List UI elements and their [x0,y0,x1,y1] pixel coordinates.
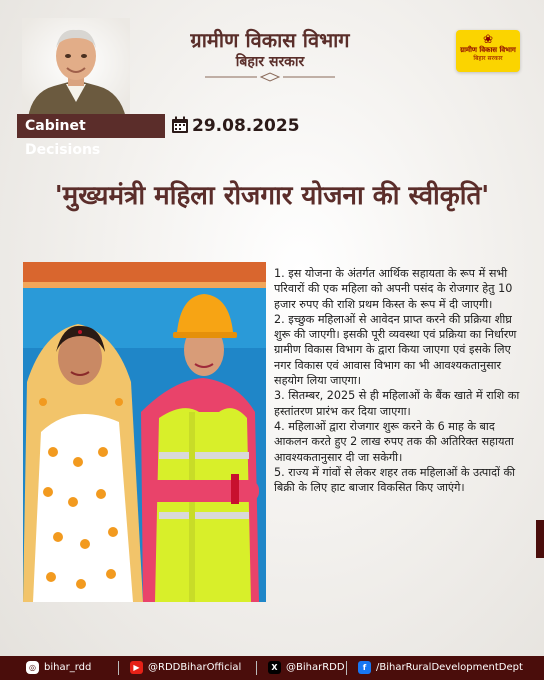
calendar-icon [171,116,189,134]
x-link[interactable] [268,656,345,680]
official-portrait [22,18,130,118]
footer-divider [346,661,347,675]
x-icon: X [268,661,281,674]
point-5: 5. राज्य में गांवों से लेकर शहर तक महिलाओं के उत्पादों की बिक्री के लिए हाट बाजार विकसित किए जाएंगे। [274,465,515,495]
department-logo [456,30,520,72]
facebook-handle: /BiharRuralDevelopmentDept [376,662,523,673]
emblem-icon: ❀ [482,32,494,46]
footer-divider [256,661,257,675]
point-1: 1. इस योजना के अंतर्गत आर्थिक सहायता के रूप में सभी परिवारों की एक महिला को अपनी पसंद के रोजगार हेतु 10 हजार रुपए की राशि प्रथम किस्त के रूप में दी जाएगी। [274,267,513,311]
cabinet-decisions-badge: Cabinet Decisions [17,114,165,138]
facebook-icon: f [358,661,371,674]
corner-accent [536,520,544,558]
youtube-handle: @RDDBiharOfficial [148,662,242,673]
social-footer [0,656,544,680]
x-handle: @BiharRDD [286,662,345,673]
point-2: 2. इच्छुक महिलाओं से आवेदन प्राप्त करने की प्रक्रिया शीघ्र शुरू की जाएगी। इसकी पूरी व्यवस्था एवं प्रक्रिया का निर्धारण ग्रामीण विकास विभाग के द्वारा किया जाएगा एवं इसके लिए नगर विकास एवं आवास विभाग का भी आवश्यकतानुसार सहयोग लिया जाएगा। [274,312,517,388]
department-subtitle: बिहार सरकार [235,54,305,70]
facebook-link[interactable] [358,656,523,680]
decision-points [274,266,528,495]
youtube-icon: ▶ [130,661,143,674]
footer-divider [118,661,119,675]
instagram-link[interactable] [26,656,91,680]
point-4: 4. महिलाओं द्वारा रोजगार शुरू करने के 6 माह के बाद आकलन करते हुए 2 लाख रुपए तक की अतिरिक्त सहायता आवश्यकतानुसार दी जा सकेगी। [274,419,514,464]
department-title: ग्रामीण विकास विभाग [190,28,350,52]
logo-line1: ग्रामीण विकास विभाग [460,46,516,54]
decision-date: 29.08.2025 [192,116,300,136]
women-photo [23,262,266,602]
ornament-divider-icon [205,72,335,82]
logo-line2: बिहार सरकार [473,55,503,62]
point-3: 3. सितम्बर, 2025 से ही महिलाओं के बैंक खाते में राशि का हस्तांतरण प्रारंभ कर दिया जाएगा। [274,389,520,418]
instagram-handle: bihar_rdd [44,662,92,673]
scheme-headline: 'मुख्यमंत्री महिला रोजगार योजना की स्वीकृति' [54,181,490,211]
youtube-link[interactable] [130,656,241,680]
instagram-icon: ◎ [26,661,39,674]
